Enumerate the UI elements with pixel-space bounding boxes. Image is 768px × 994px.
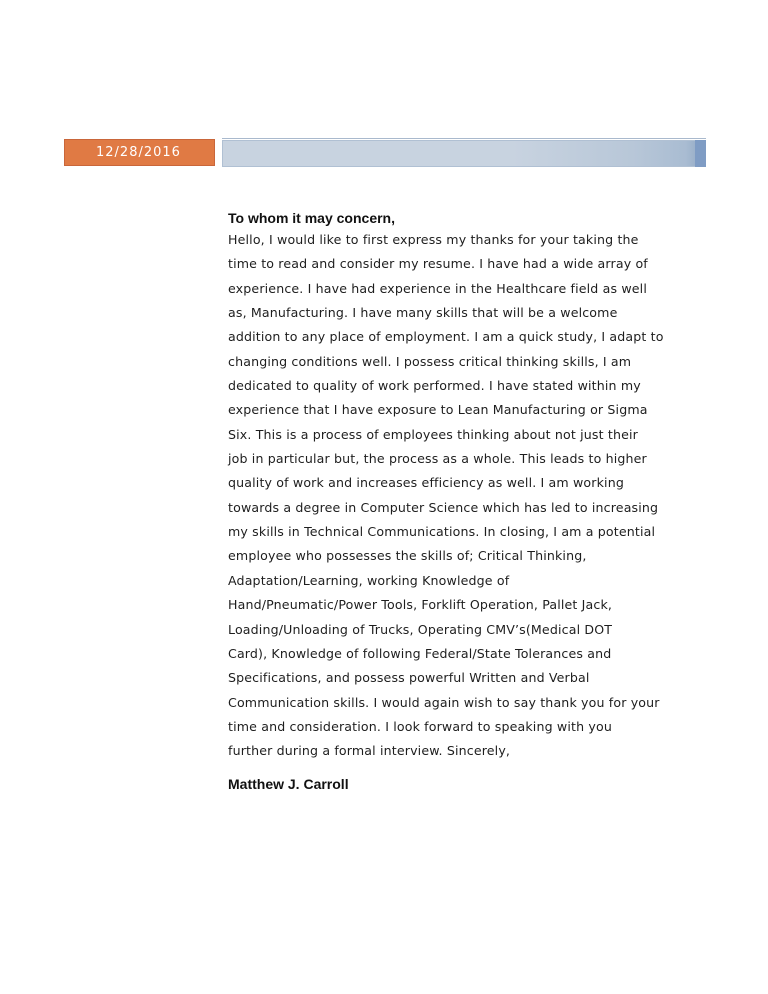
letter-line: Communication skills. I would again wish to say thank you for your: [228, 694, 660, 710]
letter-line: further during a formal interview. Sincerely,: [228, 743, 511, 759]
letter-greeting: To whom it may concern,: [228, 210, 395, 226]
header-bar-cap: [695, 140, 706, 167]
letter-line: my skills in Technical Communications. In closing, I am a potential: [228, 524, 656, 540]
letter-line: job in particular but, the process as a whole. This leads to higher: [228, 451, 647, 467]
letter-line: experience. I have had experience in the Healthcare field as well: [228, 280, 647, 296]
letter-line: Six. This is a process of employees thinking about not just their: [228, 426, 638, 442]
letter-line: quality of work and increases efficiency as well. I am working: [228, 475, 624, 491]
letter-line: Hand/Pneumatic/Power Tools, Forklift Operation, Pallet Jack,: [228, 597, 613, 613]
letter-line: Hello, I would like to first express my thanks for your taking the: [228, 232, 639, 247]
letter-line: changing conditions well. I possess critical thinking skills, I am: [228, 353, 632, 369]
letter-body: [228, 208, 708, 794]
header-bar: [222, 140, 706, 167]
letter-line: time and consideration. I look forward to speaking with you: [228, 718, 612, 734]
letter-line: time to read and consider my resume. I have had a wide array of: [228, 256, 648, 272]
header-bar-rule: [222, 138, 706, 139]
letter-line: experience that I have exposure to Lean Manufacturing or Sigma: [228, 402, 648, 418]
letter-line: Specifications, and possess powerful Written and Verbal: [228, 670, 590, 686]
letter-line: employee who possesses the skills of; Critical Thinking,: [228, 548, 587, 564]
letter-line: Card), Knowledge of following Federal/State Tolerances and: [228, 645, 612, 661]
date-text: 12/28/2016: [96, 145, 181, 160]
letter-line: as, Manufacturing. I have many skills that will be a welcome: [228, 305, 618, 321]
letter-line: Loading/Unloading of Trucks, Operating CMV’s(Medical DOT: [228, 621, 613, 637]
letter-line: Adaptation/Learning, working Knowledge of: [228, 572, 510, 588]
letter-line: towards a degree in Computer Science which has led to increasing: [228, 499, 659, 515]
date-header: [64, 139, 215, 166]
letter-paragraph: [228, 228, 708, 764]
letter-signature: Matthew J. Carroll: [228, 775, 349, 792]
letter-line: addition to any place of employment. I am a quick study, I adapt to: [228, 329, 664, 345]
letter-line: dedicated to quality of work performed. I have stated within my: [228, 378, 641, 394]
